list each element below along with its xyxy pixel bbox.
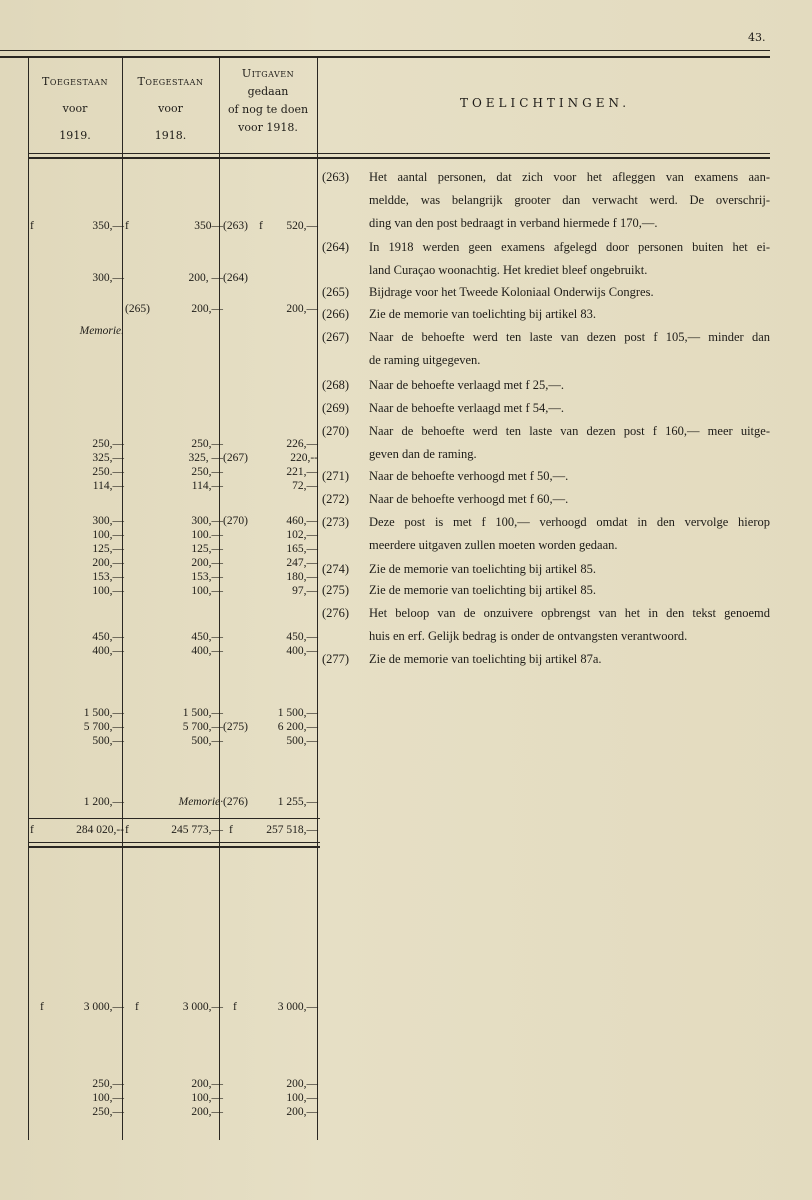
note-277: (277) Zie de memorie van toelichting bij artikel 87a.	[322, 652, 602, 666]
note-267: (267) Naar de behoefte werd ten laste van dezen post f 105,— minder dan de raming uitgegeven.	[322, 330, 770, 367]
amount-group: 1 500,— 5 700,— 500,—	[182, 707, 223, 747]
note-276: (276) Het beloop van de onzuivere opbrengst van het in den tekst genoemd huis en erf. Gelijk bedrag is onder de ontvangsten verantwoord.	[322, 606, 770, 643]
top-rule-thick	[0, 56, 770, 58]
total-rule-thin	[28, 842, 320, 843]
note-271: (271) Naar de behoefte verhoogd met f 50,—.	[322, 469, 569, 483]
amount-group: 300,— 100,— 125,— 200,— 153,— 100,—	[92, 515, 124, 597]
header-col2: Toegestaan voor 1918.	[137, 75, 204, 142]
amount-cell: 300,—	[92, 272, 124, 284]
total-cell: f 257 518,—	[229, 824, 318, 836]
amount-group: 250,— 100,— 250,—	[92, 1078, 124, 1118]
amount-cell: Memorie·	[178, 796, 223, 808]
amount-cell: f 350—	[125, 220, 223, 232]
header-rule-thick	[28, 157, 770, 159]
header-col4: TOELICHTINGEN.	[459, 96, 631, 110]
total-cell: f 245 773,—	[125, 824, 223, 836]
amount-cell: f 3 000,—	[233, 1001, 318, 1013]
amount-cell: f 350,—	[30, 220, 124, 232]
amount-cell: (265) 200,—	[125, 303, 223, 315]
amount-cell: Memorie.	[79, 325, 124, 337]
note-263: (263) Het aantal personen, dat zich voor het afleggen van examens aan- meldde, was belangrijk grooter dan verwacht werd. De overschrij- ding van den post bedraagt in verband hiermede f 170,—.	[322, 170, 770, 230]
note-268: (268) Naar de behoefte verlaagd met f 25,—.	[322, 378, 565, 392]
amount-group: 226,— 220,-- 221,— 72,—	[286, 438, 318, 492]
note-272: (272) Naar de behoefte verhoogd met f 60,—.	[322, 492, 569, 506]
amount-group: 1 500,— 5 700,— 500,—	[83, 707, 124, 747]
amount-group: 250,— 325, — 250,— 114,—	[188, 438, 223, 492]
column-rule-left	[28, 58, 29, 1140]
amount-group: 200,— 100,— 200,—	[191, 1078, 223, 1118]
header-col3: Uitgaven gedaan of nog te doen voor 1918.	[227, 67, 309, 134]
amount-cell: f 3 000,—	[40, 1001, 124, 1013]
amount-cell: (264)	[223, 272, 248, 284]
amount-group: 460,— 102,— 165,— 247,— 180,— 97,—	[286, 515, 318, 597]
amount-group: 200,— 100,— 200,—	[286, 1078, 318, 1118]
note-275: (275) Zie de memorie van toelichting bij artikel 85.	[322, 583, 597, 597]
amount-cell: 1 200,—	[83, 796, 124, 808]
total-cell: f 284 020,--	[30, 824, 124, 836]
page-number: 43.	[748, 31, 766, 44]
note-264: (264) In 1918 werden geen examens afgelegd door personen buiten het ei- land Curaçao woonachtig. Het krediet bleef ongebruikt.	[322, 240, 770, 277]
header-col1: Toegestaan voor 1919.	[42, 75, 108, 142]
amount-group: 450,— 400,—	[92, 631, 124, 657]
top-rule-thin	[0, 50, 770, 51]
amount-group: 250,— 325,— 250.— 114,—	[92, 438, 124, 492]
amount-cell: f 3 000,—	[135, 1001, 223, 1013]
amount-group: 450,— 400,—	[286, 631, 318, 657]
reference-marker: (275)	[223, 721, 248, 733]
amount-group: 1 500,— 6 200,— 500,—	[277, 707, 318, 747]
amount-cell: 200, —	[188, 272, 223, 284]
note-270: (270) Naar de behoefte werd ten laste van dezen post f 160,— meer uitge- geven dan de raming.	[322, 424, 770, 461]
note-266: (266) Zie de memorie van toelichting bij artikel 83.	[322, 307, 597, 321]
note-273: (273) Deze post is met f 100,— verhoogd omdat in den vervolge hierop meerdere uitgaven zullen moeten worden gedaan.	[322, 515, 770, 552]
reference-marker: (267)	[223, 452, 248, 464]
note-269: (269) Naar de behoefte verlaagd met f 54,—.	[322, 401, 565, 415]
amount-cell: (263) f 520,—	[223, 220, 318, 232]
note-274: (274) Zie de memorie van toelichting bij artikel 85.	[322, 562, 597, 576]
amount-group: 450,— 400,—	[191, 631, 223, 657]
amount-cell: 200,—	[286, 303, 318, 315]
subtotal-rule	[28, 818, 320, 819]
amount-group: 300,— 100.— 125,— 200,— 153,— 100,—	[191, 515, 223, 597]
note-265: (265) Bijdrage voor het Tweede Koloniaal Onderwijs Congres.	[322, 285, 654, 299]
total-rule-thick	[28, 846, 320, 848]
amount-cell: (276) 1 255,—	[223, 796, 318, 808]
reference-marker: (270)	[223, 515, 248, 527]
header-rule-thin	[28, 153, 770, 154]
